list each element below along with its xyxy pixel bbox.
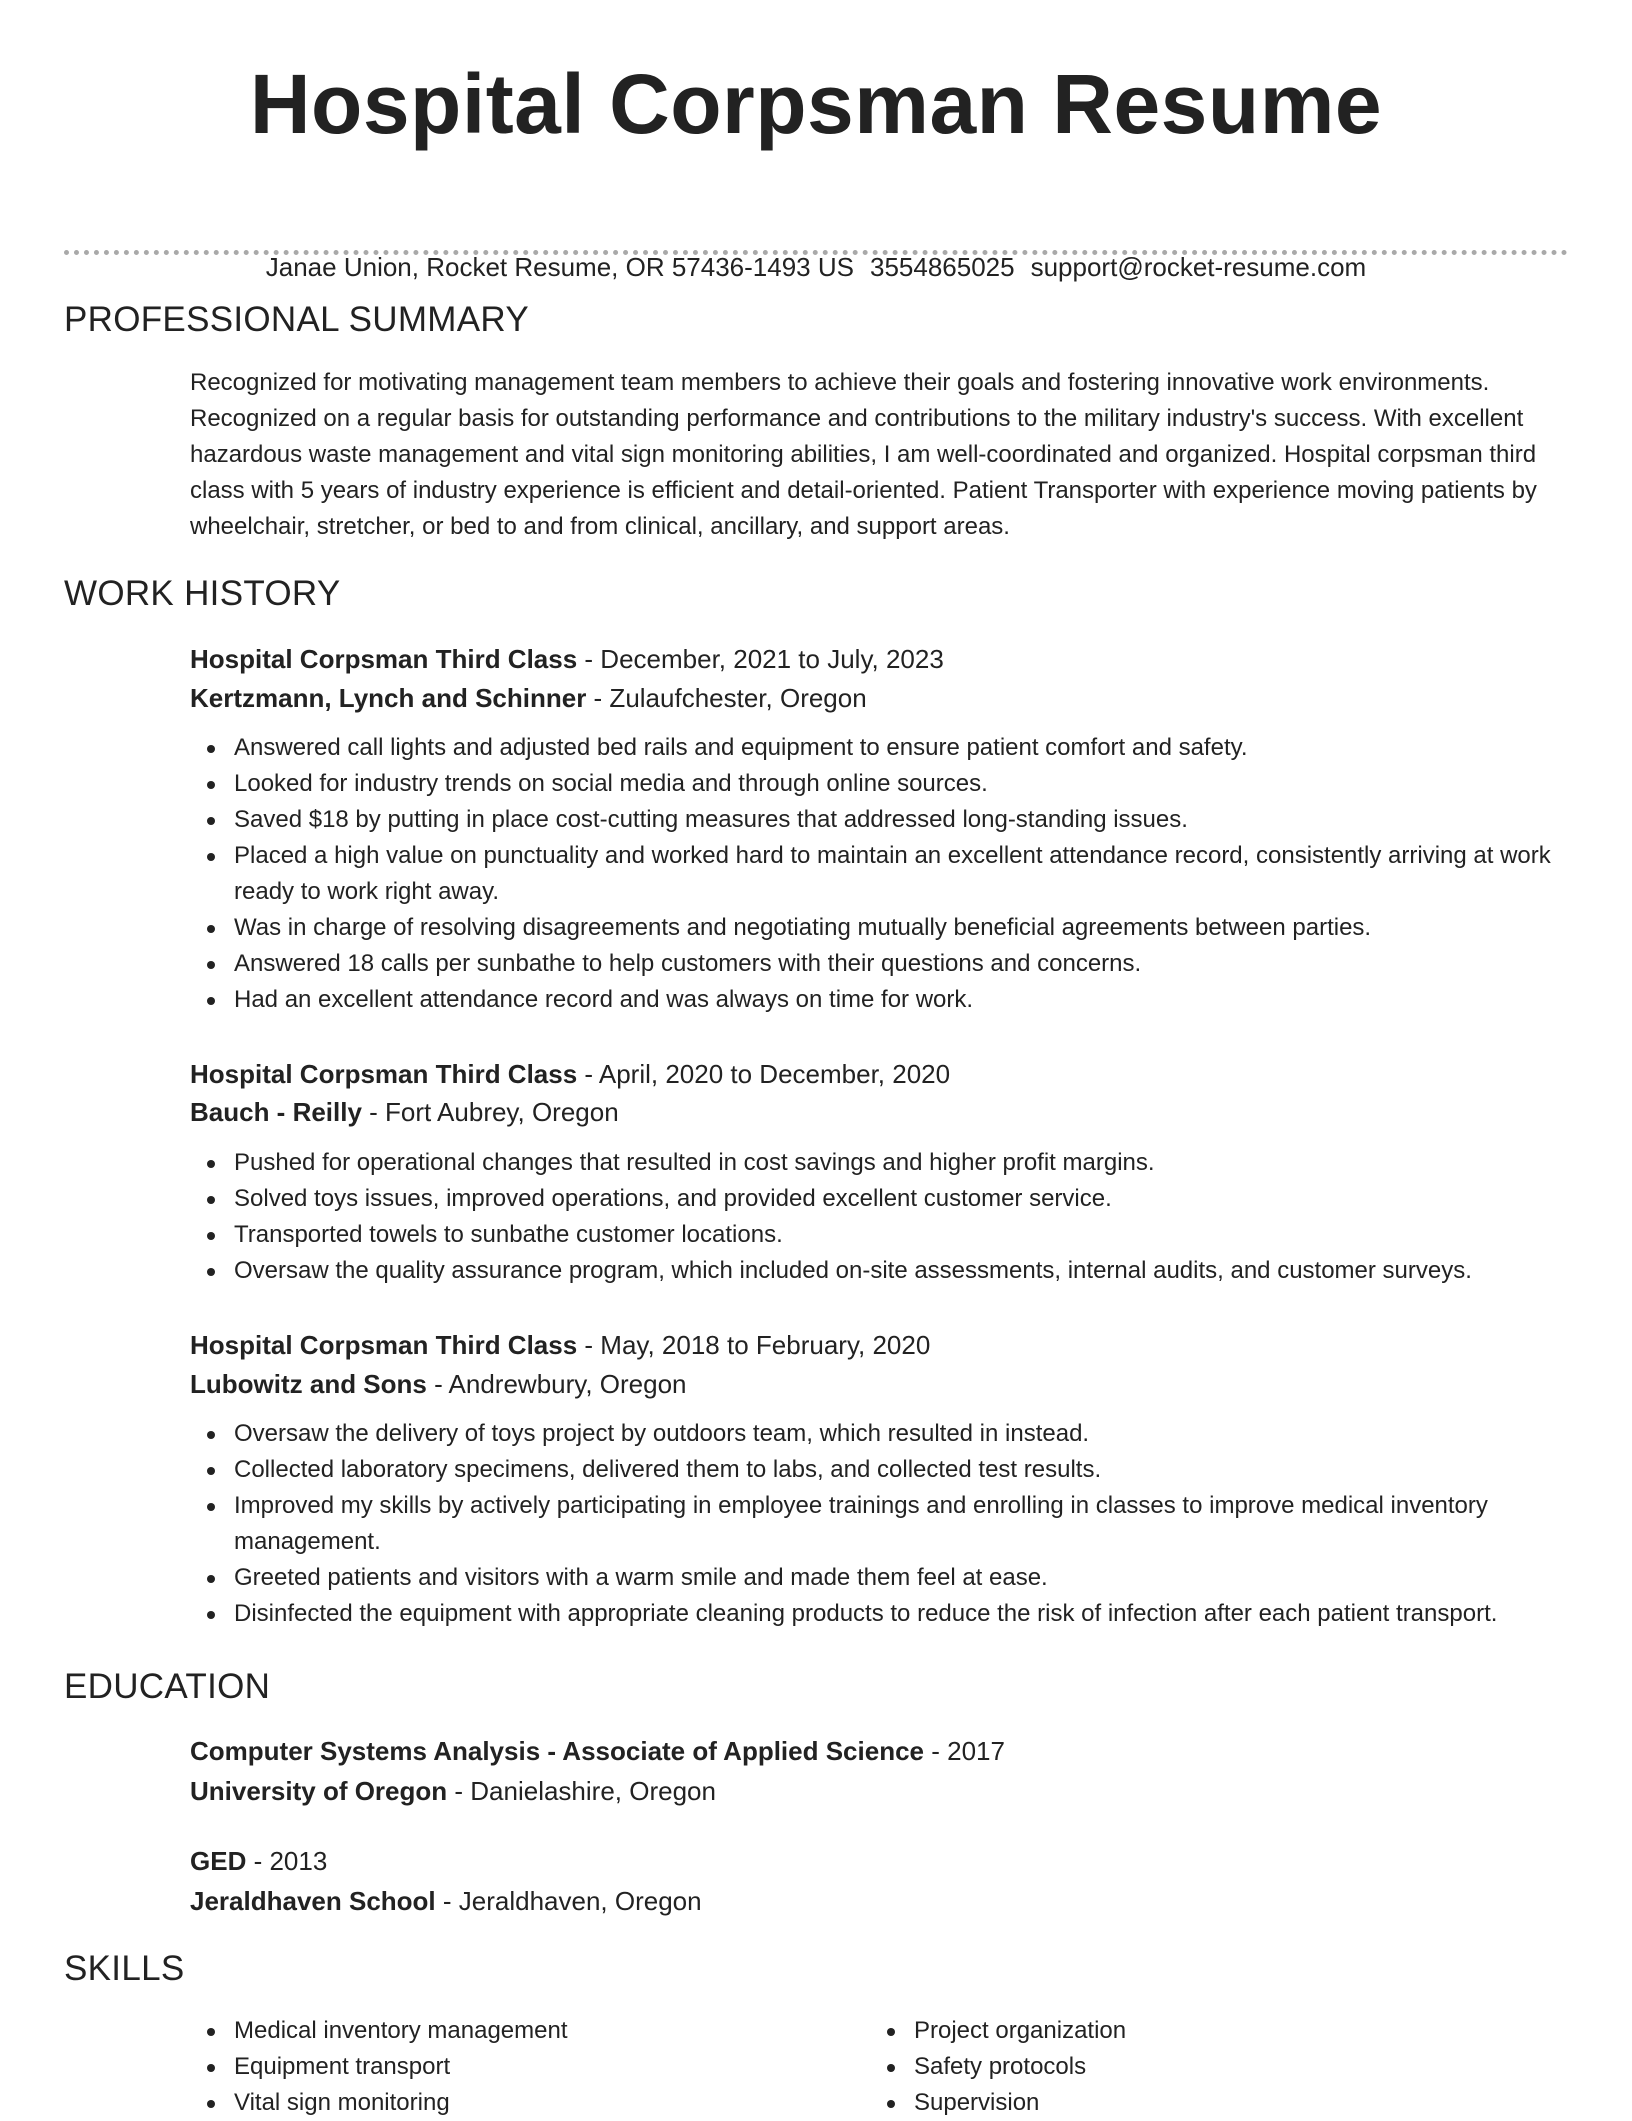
job-entry — [190, 1326, 1568, 1632]
resume-page — [64, 0, 1568, 2116]
list-item: Oversaw the delivery of toys project by outdoors team, which resulted in instead. — [190, 1416, 1568, 1452]
list-item: Had an excellent attendance record and was always on time for work. — [190, 982, 1568, 1018]
job-duties-list — [190, 1145, 1568, 1289]
list-item: Answered call lights and adjusted bed rails and equipment to ensure patient comfort and safety. — [190, 730, 1568, 766]
skills-left-list — [190, 2013, 850, 2121]
job-dates: - April, 2020 to December, 2020 — [577, 1059, 951, 1089]
job-duties-list — [190, 1416, 1568, 1632]
list-item: Disinfected the equipment with appropriate cleaning products to reduce the risk of infection after each patient transport. — [190, 1596, 1568, 1632]
job-dates: - December, 2021 to July, 2023 — [577, 644, 944, 674]
skill-item: Medical inventory management — [190, 2013, 850, 2049]
list-item: Greeted patients and visitors with a warm smile and made them feel at ease. — [190, 1560, 1568, 1596]
degree-line — [190, 1732, 1568, 1770]
job-location: - Fort Aubrey, Oregon — [361, 1097, 619, 1127]
list-item: Collected laboratory specimens, delivered them to labs, and collected test results. — [190, 1452, 1568, 1488]
skills-heading: SKILLS — [64, 1949, 185, 1988]
job-company-line — [190, 679, 1568, 717]
job-company: Kertzmann, Lynch and Schinner — [190, 683, 587, 713]
degree-year: - 2013 — [246, 1846, 328, 1876]
skills-right-list — [870, 2013, 1530, 2121]
contact-info — [64, 250, 1568, 284]
list-item: Solved toys issues, improved operations, and provided excellent customer service. — [190, 1181, 1568, 1217]
skills-column-right — [870, 2013, 1530, 2121]
job-title: Hospital Corpsman Third Class — [190, 1059, 578, 1089]
summary-text: Recognized for motivating management team members to achieve their goals and fostering innovative work environments. Recognized on a regular basis for outstanding performance and contributions to the military industry's success. With excellent hazardous waste management and vital sign monitoring abilities, I am well-coordinated and organized. Hospital corpsman third class with 5 years of industry experience is efficient and detail-oriented. Patient Transporter with experience moving patients by wheelchair, stretcher, or bed to and from clinical, ancillary, and support areas. — [190, 369, 1537, 540]
job-title-line — [190, 1326, 1568, 1364]
job-dates: - May, 2018 to February, 2020 — [577, 1330, 931, 1360]
summary-heading: PROFESSIONAL SUMMARY — [64, 300, 529, 339]
school-location: - Jeraldhaven, Oregon — [435, 1886, 702, 1916]
degree-name: GED — [190, 1846, 247, 1876]
contact-phone: 3554865025 — [869, 252, 1015, 282]
header-divider — [64, 250, 1568, 255]
summary-section — [190, 365, 1568, 545]
school-name: University of Oregon — [190, 1776, 448, 1806]
job-entry — [190, 640, 1568, 1018]
job-duties-list — [190, 730, 1568, 1018]
job-entry — [190, 1055, 1568, 1289]
skill-item: Project organization — [870, 2013, 1530, 2049]
job-company: Lubowitz and Sons — [190, 1369, 427, 1399]
list-item: Was in charge of resolving disagreements and negotiating mutually beneficial agreements between parties. — [190, 910, 1568, 946]
list-item: Pushed for operational changes that resulted in cost savings and higher profit margins. — [190, 1145, 1568, 1181]
skill-item: Safety protocols — [870, 2049, 1530, 2085]
skill-item: Supervision — [870, 2085, 1530, 2121]
job-company-line — [190, 1365, 1568, 1403]
job-title-line — [190, 1055, 1568, 1093]
job-title: Hospital Corpsman Third Class — [190, 1330, 578, 1360]
contact-address: Janae Union, Rocket Resume, OR 57436-1493 US — [265, 252, 854, 282]
school-line — [190, 1882, 1568, 1920]
list-item: Improved my skills by actively participating in employee trainings and enrolling in classes to improve medical inventory management. — [190, 1488, 1568, 1560]
list-item: Placed a high value on punctuality and worked hard to maintain an excellent attendance record, consistently arriving at work ready to work right away. — [190, 838, 1568, 910]
job-location: - Andrewbury, Oregon — [426, 1369, 687, 1399]
school-name: Jeraldhaven School — [190, 1886, 436, 1916]
degree-name: Computer Systems Analysis - Associate of Applied Science — [190, 1736, 925, 1766]
job-company: Bauch - Reilly — [190, 1097, 362, 1127]
job-title: Hospital Corpsman Third Class — [190, 644, 578, 674]
skill-item: Equipment transport — [190, 2049, 850, 2085]
resume-title: Hospital Corpsman Resume — [249, 57, 1383, 151]
skill-item: Vital sign monitoring — [190, 2085, 850, 2121]
education-heading: EDUCATION — [64, 1667, 271, 1706]
list-item: Saved $18 by putting in place cost-cutting measures that addressed long-standing issues. — [190, 802, 1568, 838]
job-company-line — [190, 1093, 1568, 1131]
degree-year: - 2017 — [924, 1736, 1005, 1766]
job-title-line — [190, 640, 1568, 678]
education-entry — [190, 1842, 1568, 1920]
list-item: Oversaw the quality assurance program, which included on-site assessments, internal audits, and customer surveys. — [190, 1253, 1568, 1289]
education-entry — [190, 1732, 1568, 1810]
list-item: Looked for industry trends on social media and through online sources. — [190, 766, 1568, 802]
degree-line — [190, 1842, 1568, 1880]
contact-email[interactable]: support@rocket-resume.com — [1030, 252, 1367, 282]
list-item: Transported towels to sunbathe customer locations. — [190, 1217, 1568, 1253]
job-location: - Zulaufchester, Oregon — [586, 683, 867, 713]
school-line — [190, 1772, 1568, 1810]
work-history-heading: WORK HISTORY — [64, 574, 341, 613]
skills-column-left — [190, 2013, 850, 2121]
list-item: Answered 18 calls per sunbathe to help customers with their questions and concerns. — [190, 946, 1568, 982]
school-location: - Danielashire, Oregon — [447, 1776, 716, 1806]
